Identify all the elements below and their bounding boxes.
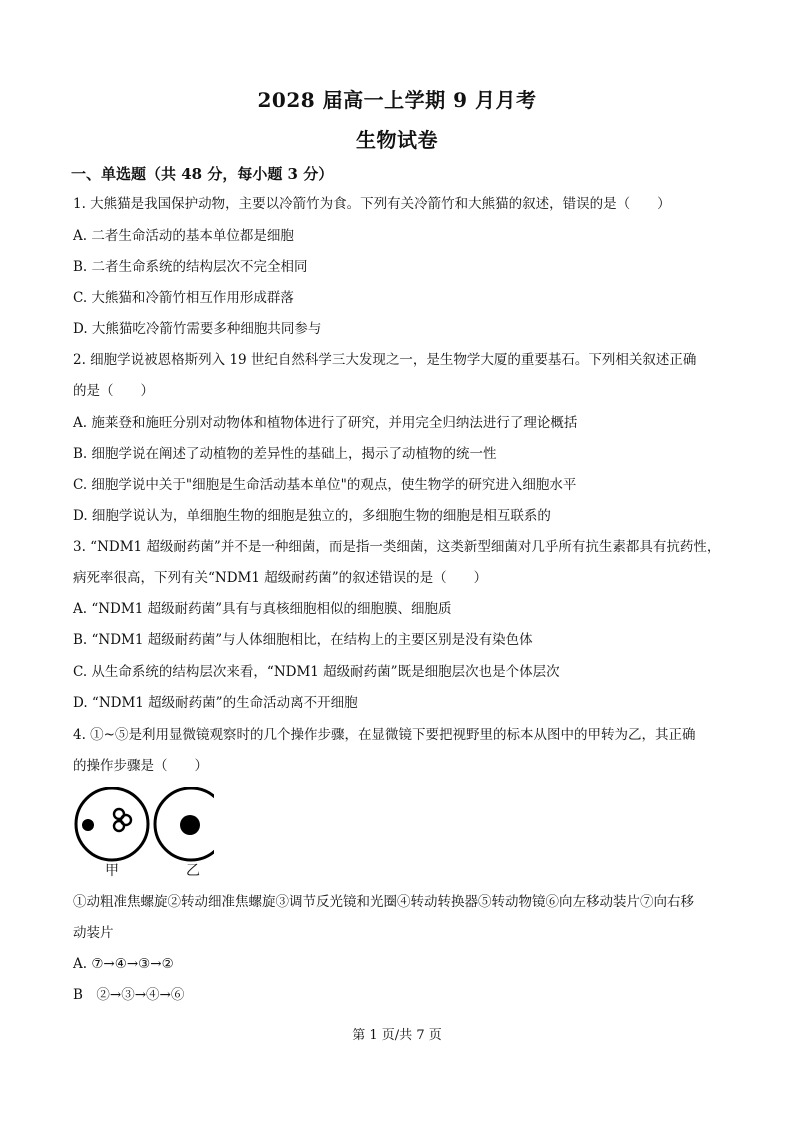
question-1-option-d: D. 大熊猫吃冷箭竹需要多种细胞共同参与 [73, 321, 322, 337]
question-2-stem-line-1: 2. 细胞学说被恩格斯列入 19 世纪自然科学三大发现之一，是生物学大厦的重要基石。下列相关叙述正确 [73, 352, 697, 368]
question-2-option-b: B. 细胞学说在阐述了动植物的差异性的基础上，揭示了动植物的统一性 [73, 446, 497, 462]
field-of-view-jia [76, 788, 148, 860]
figure-label-yi: 乙 [186, 863, 200, 879]
question-3-stem-line-1: 3. “NDM1 超级耐药菌”并不是一种细菌，而是指一类细菌，这类新型细菌对几乎所有抗生素都具有抗药性， [73, 539, 721, 555]
question-1-option-b: B. 二者生命系统的结构层次不完全相同 [73, 259, 308, 275]
question-2-option-d: D. 细胞学说认为，单细胞生物的细胞是独立的，多细胞生物的细胞是相互联系的 [73, 508, 551, 524]
question-4-stem-line-2: 的操作步骤是（ ） [73, 758, 208, 774]
question-4-steps-line-1: ①动粗准焦螺旋②转动细准焦螺旋③调节反光镜和光圈④转动转换器⑤转动物镜⑥向左移动装片⑦向右移 [73, 894, 694, 910]
question-2-option-a: A. 施莱登和施旺分别对动物体和植物体进行了研究，并用完全归纳法进行了理论概括 [73, 415, 578, 431]
section-heading: 一、单选题（共 48 分，每小题 3 分） [71, 165, 334, 183]
question-3-option-c: C. 从生命系统的结构层次来看，“NDM1 超级耐药菌”既是细胞层次也是个体层次 [73, 664, 560, 680]
page-number: 第 1 页/共 7 页 [352, 1028, 442, 1043]
question-4-steps-line-2: 动装片 [73, 925, 114, 941]
question-2-stem-line-2: 的是（ ） [73, 383, 154, 399]
field-of-view-yi [155, 788, 214, 860]
question-4-stem-line-1: 4. ①~⑤是利用显微镜观察时的几个操作步骤，在显微镜下要把视野里的标本从图中的甲转为乙，其正确 [73, 727, 696, 743]
question-4-option-a: A. ⑦→④→③→② [73, 956, 174, 972]
question-3-option-d: D. “NDM1 超级耐药菌”的生命活动离不开细胞 [73, 695, 358, 711]
question-3-stem-line-2: 病死率很高，下列有关“NDM1 超级耐药菌”的叙述错误的是（ ） [73, 570, 488, 586]
question-3-option-b: B. “NDM1 超级耐药菌”与人体细胞相比，在结构上的主要区别是没有染色体 [73, 632, 533, 648]
exam-title: 2028 届高一上学期 9 月月考 [257, 88, 537, 112]
question-1-option-a: A. 二者生命活动的基本单位都是细胞 [73, 228, 294, 244]
figure-label-jia: 甲 [105, 863, 119, 879]
question-4-option-b: B ②→③→④→⑥ [73, 987, 185, 1003]
question-1-stem: 1. 大熊猫是我国保护动物，主要以冷箭竹为食。下列有关冷箭竹和大熊猫的叙述，错误的是（ ） [73, 196, 671, 212]
exam-subtitle: 生物试卷 [356, 128, 438, 152]
question-1-option-c: C. 大熊猫和冷箭竹相互作用形成群落 [73, 290, 294, 306]
question-2-option-c: C. 细胞学说中关于"细胞是生命活动基本单位"的观点，使生物学的研究进入细胞水平 [73, 477, 577, 493]
question-3-option-a: A. “NDM1 超级耐药菌”具有与真核细胞相似的细胞膜、细胞质 [73, 601, 452, 617]
